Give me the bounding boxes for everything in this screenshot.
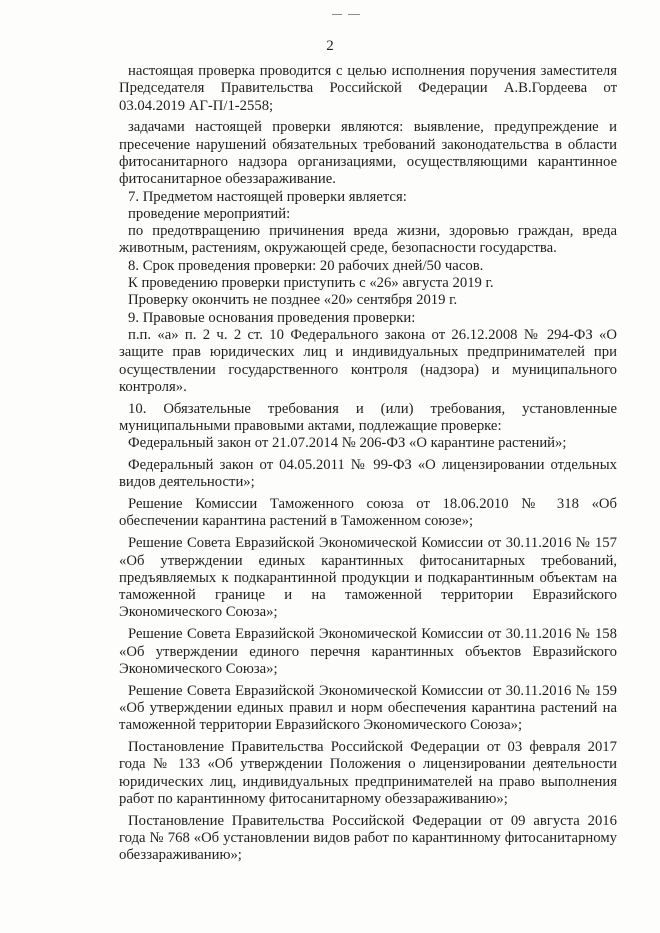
paragraph-legal-grounds: п.п. «а» п. 2 ч. 2 ст. 10 Федерального закона от 26.12.2008 № 294-ФЗ «О защите прав юридических лиц и индивидуальных предпринимателей при осуществлении государственного контроля (надзора) и муниципального контроля». bbox=[119, 326, 617, 395]
paragraph-term: 8. Срок проведения проверки: 20 рабочих дней/50 часов. bbox=[128, 257, 484, 274]
paragraph-tasks: задачами настоящей проверки являются: выявление, предупреждение и пресечение нарушений обязательных требований законодательства в области фитосанитарного надзора организациями, осуществляющими карантинное фитосанитарное обеззараживание. bbox=[119, 119, 617, 188]
paragraph-decision-157: Решение Совета Евразийской Экономической Комиссии от 30.11.2016 № 157 «Об утверждении единых карантинных фитосанитарных требований, предъявляемых к подкарантинной продукции и подкарантинным объектам на таможенной границе и на таможенной территории Евразийского Экономического Союза»; bbox=[119, 535, 617, 621]
page-number: 2 bbox=[326, 38, 334, 54]
paragraph-resolution-768: Постановление Правительства Российской Федерации от 09 августа 2016 года № 768 «Об установлении видов работ по карантинному фитосанитарному обеззараживанию»; bbox=[119, 812, 617, 864]
paragraph-prevention: по предотвращению причинения вреда жизни, здоровью граждан, вреда животным, растениям, окружающей среде, безопасности государства. bbox=[119, 223, 617, 257]
paragraph-requirements-heading: 10. Обязательные требования и (или) требования, установленные муниципальными правовыми актами, подлежащие проверке: bbox=[119, 400, 617, 434]
paragraph-legal-grounds-heading: 9. Правовые основания проведения проверки: bbox=[128, 309, 416, 326]
paragraph-resolution-133: Постановление Правительства Российской Федерации от 03 февраля 2017 года № 133 «Об утверждении Положения о лицензировании деятельности юридических лиц, индивидуальных предпринимателей на право выполнения работ по карантинному фитосанитарному обеззараживанию»; bbox=[119, 738, 617, 807]
paragraph-subject-heading: 7. Предметом настоящей проверки является: bbox=[128, 188, 407, 205]
paragraph-end-date: Проверку окончить не позднее «20» сентября 2019 г. bbox=[128, 292, 458, 309]
paragraph-law-206: Федеральный закон от 21.07.2014 № 206-ФЗ «О карантине растений»; bbox=[128, 435, 567, 452]
paragraph-decision-318: Решение Комиссии Таможенного союза от 18.06.2010 № 318 «Об обеспечении карантина растений в Таможенном союзе»; bbox=[119, 496, 617, 530]
scan-artifact bbox=[332, 14, 362, 18]
paragraph-decision-158: Решение Совета Евразийской Экономической Комиссии от 30.11.2016 № 158 «Об утверждении единого перечня карантинных объектов Евразийского Экономического Союза»; bbox=[119, 626, 617, 677]
paragraph-purpose: настоящая проверка проводится с целью исполнения поручения заместителя Председателя Правительства Российской Федерации А.В.Гордеева от 03.04.2019 АГ-П/1-2558; bbox=[119, 63, 617, 114]
paragraph-measures: проведение мероприятий: bbox=[128, 205, 291, 222]
paragraph-decision-159: Решение Совета Евразийской Экономической Комиссии от 30.11.2016 № 159 «Об утверждении единых правил и норм обеспечения карантина растений на таможенной территории Евразийского Экономического Союза»; bbox=[119, 682, 617, 734]
paragraph-law-99: Федеральный закон от 04.05.2011 № 99-ФЗ «О лицензировании отдельных видов деятельности»; bbox=[119, 457, 617, 491]
paragraph-start-date: К проведению проверки приступить с «26» августа 2019 г. bbox=[128, 275, 494, 292]
document-body bbox=[119, 63, 617, 865]
